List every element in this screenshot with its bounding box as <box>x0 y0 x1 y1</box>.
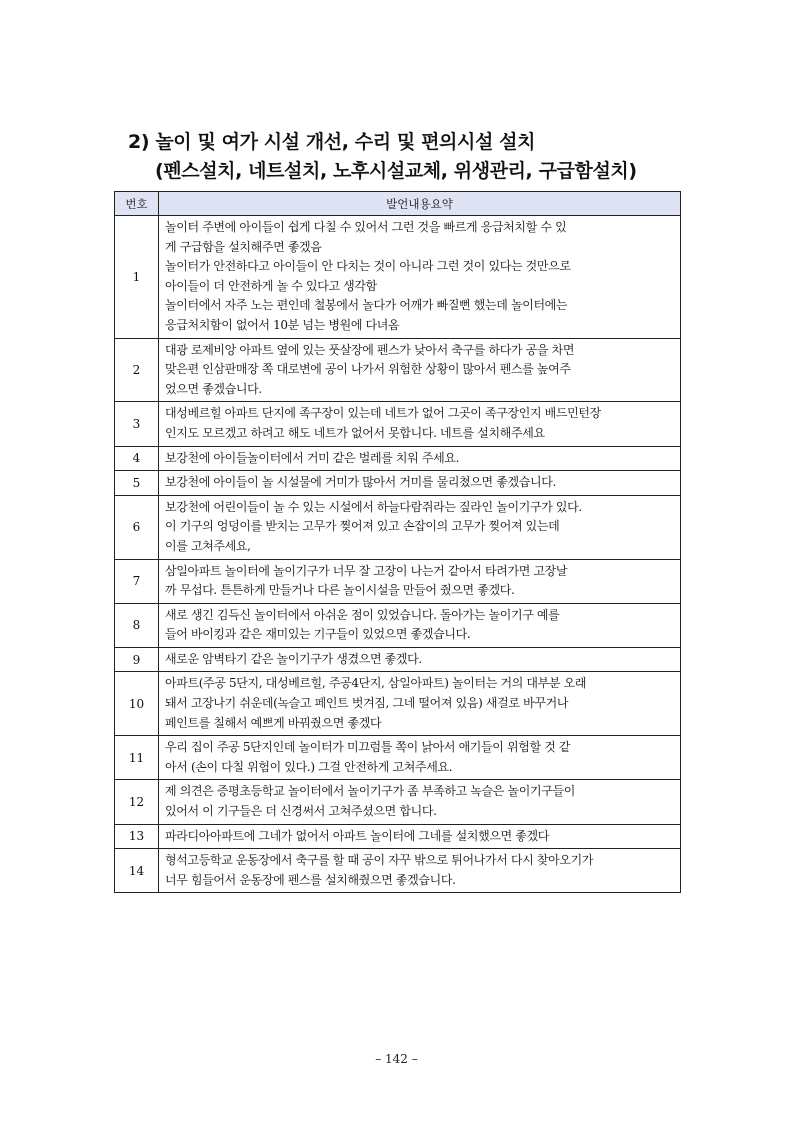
row-number: 10 <box>115 672 159 736</box>
row-summary <box>159 824 681 849</box>
section-subtitle: (펜스설치, 네트설치, 노후시설교체, 위생관리, 구급함설치) <box>155 160 637 182</box>
summary-line: 제 의견은 증평초등학교 놀이터에서 놀이기구가 좀 부족하고 녹슬은 놀이기구들이 <box>165 784 575 799</box>
row-summary <box>159 672 681 736</box>
table-row <box>115 849 681 893</box>
summary-line: 대광 로제비앙 아파트 옆에 있는 풋살장에 펜스가 낮아서 축구를 하다가 공을 차면 <box>165 342 575 357</box>
header-number: 번호 <box>115 192 159 216</box>
row-number: 14 <box>115 849 159 893</box>
row-number: 12 <box>115 780 159 824</box>
table-row <box>115 603 681 647</box>
row-number: 2 <box>115 338 159 402</box>
row-summary <box>159 338 681 402</box>
summary-line: 우리 집이 주공 5단지인데 놀이터가 미끄럼틀 쪽이 낡아서 애기들이 위험할 것 같 <box>165 740 571 755</box>
opinion-summary-table <box>114 191 681 893</box>
table-body <box>115 216 681 893</box>
summary-line: 놀이터에서 자주 노는 편인데 철봉에서 놀다가 어깨가 빠질뻔 했는데 놀이터에는 <box>165 298 568 313</box>
table-row <box>115 495 681 559</box>
row-summary <box>159 402 681 446</box>
summary-line: 보강천에 아이들이 놀 시설물에 거미가 많아서 거미를 물리쳤으면 좋겠습니다. <box>165 475 556 490</box>
table-row <box>115 824 681 849</box>
table-row <box>115 559 681 603</box>
row-number: 3 <box>115 402 159 446</box>
summary-line: 아이들이 더 안전하게 놀 수 있다고 생각함 <box>165 278 377 293</box>
row-number: 5 <box>115 471 159 496</box>
row-number: 6 <box>115 495 159 559</box>
summary-line: 까 무섭다. 튼튼하게 만들거나 다른 놀이시설을 만들어 줬으면 좋겠다. <box>165 583 515 598</box>
summary-line: 대성베르힐 아파트 단지에 족구장이 있는데 네트가 없어 그곳이 족구장인지 배드민턴장 <box>165 406 601 421</box>
summary-line: 형석고등학교 운동장에서 축구를 할 때 공이 자꾸 밖으로 튀어나가서 다시 찾아오기가 <box>165 853 594 868</box>
row-number: 13 <box>115 824 159 849</box>
row-summary <box>159 603 681 647</box>
summary-line: 보강천에 아이들놀이터에서 거미 같은 벌레를 치워 주세요. <box>165 450 460 465</box>
table-row <box>115 780 681 824</box>
row-number: 1 <box>115 216 159 339</box>
summary-line: 너무 힘들어서 운동장에 펜스를 설치해줬으면 좋겠습니다. <box>165 872 456 887</box>
summary-line: 돼서 고장나기 쉬운데(녹슬고 페인트 벗겨짐, 그네 떨어져 있음) 새걸로 바꾸거나 <box>165 696 569 711</box>
table-row <box>115 402 681 446</box>
summary-line: 응급처치함이 없어서 10분 넘는 병원에 다녀옴 <box>165 317 400 332</box>
row-number: 9 <box>115 647 159 672</box>
summary-line: 이 기구의 엉덩이를 받치는 고무가 찢어져 있고 손잡이의 고무가 찢어져 있는데 <box>165 519 560 534</box>
row-summary <box>159 780 681 824</box>
summary-line: 들어 바이킹과 같은 재미있는 기구들이 있었으면 좋겠습니다. <box>165 627 471 642</box>
row-summary <box>159 446 681 471</box>
summary-line: 새로운 암벽타기 같은 놀이기구가 생겼으면 좋겠다. <box>165 651 422 666</box>
table-row <box>115 736 681 780</box>
summary-line: 있어서 이 기구들은 더 신경써서 고쳐주셨으면 합니다. <box>165 804 437 819</box>
table-row <box>115 446 681 471</box>
row-summary <box>159 647 681 672</box>
table-row <box>115 672 681 736</box>
summary-line: 맞은편 인삼판매장 쪽 대로변에 공이 나가서 위험한 상황이 많아서 펜스를 높여주 <box>165 362 571 377</box>
row-number: 7 <box>115 559 159 603</box>
header-summary: 발언내용요약 <box>159 192 681 216</box>
summary-line: 페인트를 칠해서 예쁘게 바꿔줬으면 좋겠다 <box>165 715 382 730</box>
table-row <box>115 338 681 402</box>
summary-line: 아파트(주공 5단지, 대성베르힐, 주공4단지, 삼일아파트) 놀이터는 거의 대부분 오래 <box>165 676 587 691</box>
summary-line: 놀이터 주변에 아이들이 쉽게 다칠 수 있어서 그런 것을 빠르게 응급처치할 수 있 <box>165 220 567 234</box>
table-row <box>115 647 681 672</box>
row-summary <box>159 471 681 496</box>
table-row <box>115 216 681 339</box>
table-header-row <box>115 192 681 216</box>
row-number: 11 <box>115 736 159 780</box>
summary-line: 인지도 모르겠고 하려고 해도 네트가 없어서 못합니다. 네트를 설치해주세요 <box>165 425 545 440</box>
row-summary <box>159 736 681 780</box>
row-summary <box>159 559 681 603</box>
section-title: 2) 놀이 및 여가 시설 개선, 수리 및 편의시설 설치 <box>128 131 536 153</box>
row-summary <box>159 849 681 893</box>
page-number: – 142 – <box>375 1052 418 1066</box>
summary-line: 삼일아파트 놀이터에 놀이기구가 너무 잘 고장이 나는거 같아서 타려가면 고장날 <box>165 563 568 578</box>
summary-line: 아서 (손이 다칠 위험이 있다.) 그걸 안전하게 고쳐주세요. <box>165 759 453 774</box>
summary-line: 파라디아아파트에 그네가 없어서 아파트 놀이터에 그네를 설치했으면 좋겠다 <box>165 828 549 843</box>
summary-line: 게 구급함을 설치해주면 좋겠음 <box>165 239 322 254</box>
table-row <box>115 471 681 496</box>
row-number: 4 <box>115 446 159 471</box>
summary-line: 이를 고쳐주세요, <box>165 538 251 553</box>
row-number: 8 <box>115 603 159 647</box>
summary-line: 었으면 좋겠습니다. <box>165 381 262 396</box>
row-summary <box>159 495 681 559</box>
summary-line: 보강천에 어린이들이 놀 수 있는 시설에서 하늘다람쥐라는 짚라인 놀이기구가 있다. <box>165 499 582 514</box>
row-summary <box>159 216 681 339</box>
section-heading <box>128 128 688 186</box>
summary-line: 새로 생긴 김득신 놀이터에서 아쉬운 점이 있었습니다. 돌아가는 놀이기구 예를 <box>165 607 560 622</box>
summary-line: 놀이터가 안전하다고 아이들이 안 다치는 것이 아니라 그런 것이 있다는 것만으로 <box>165 259 571 274</box>
